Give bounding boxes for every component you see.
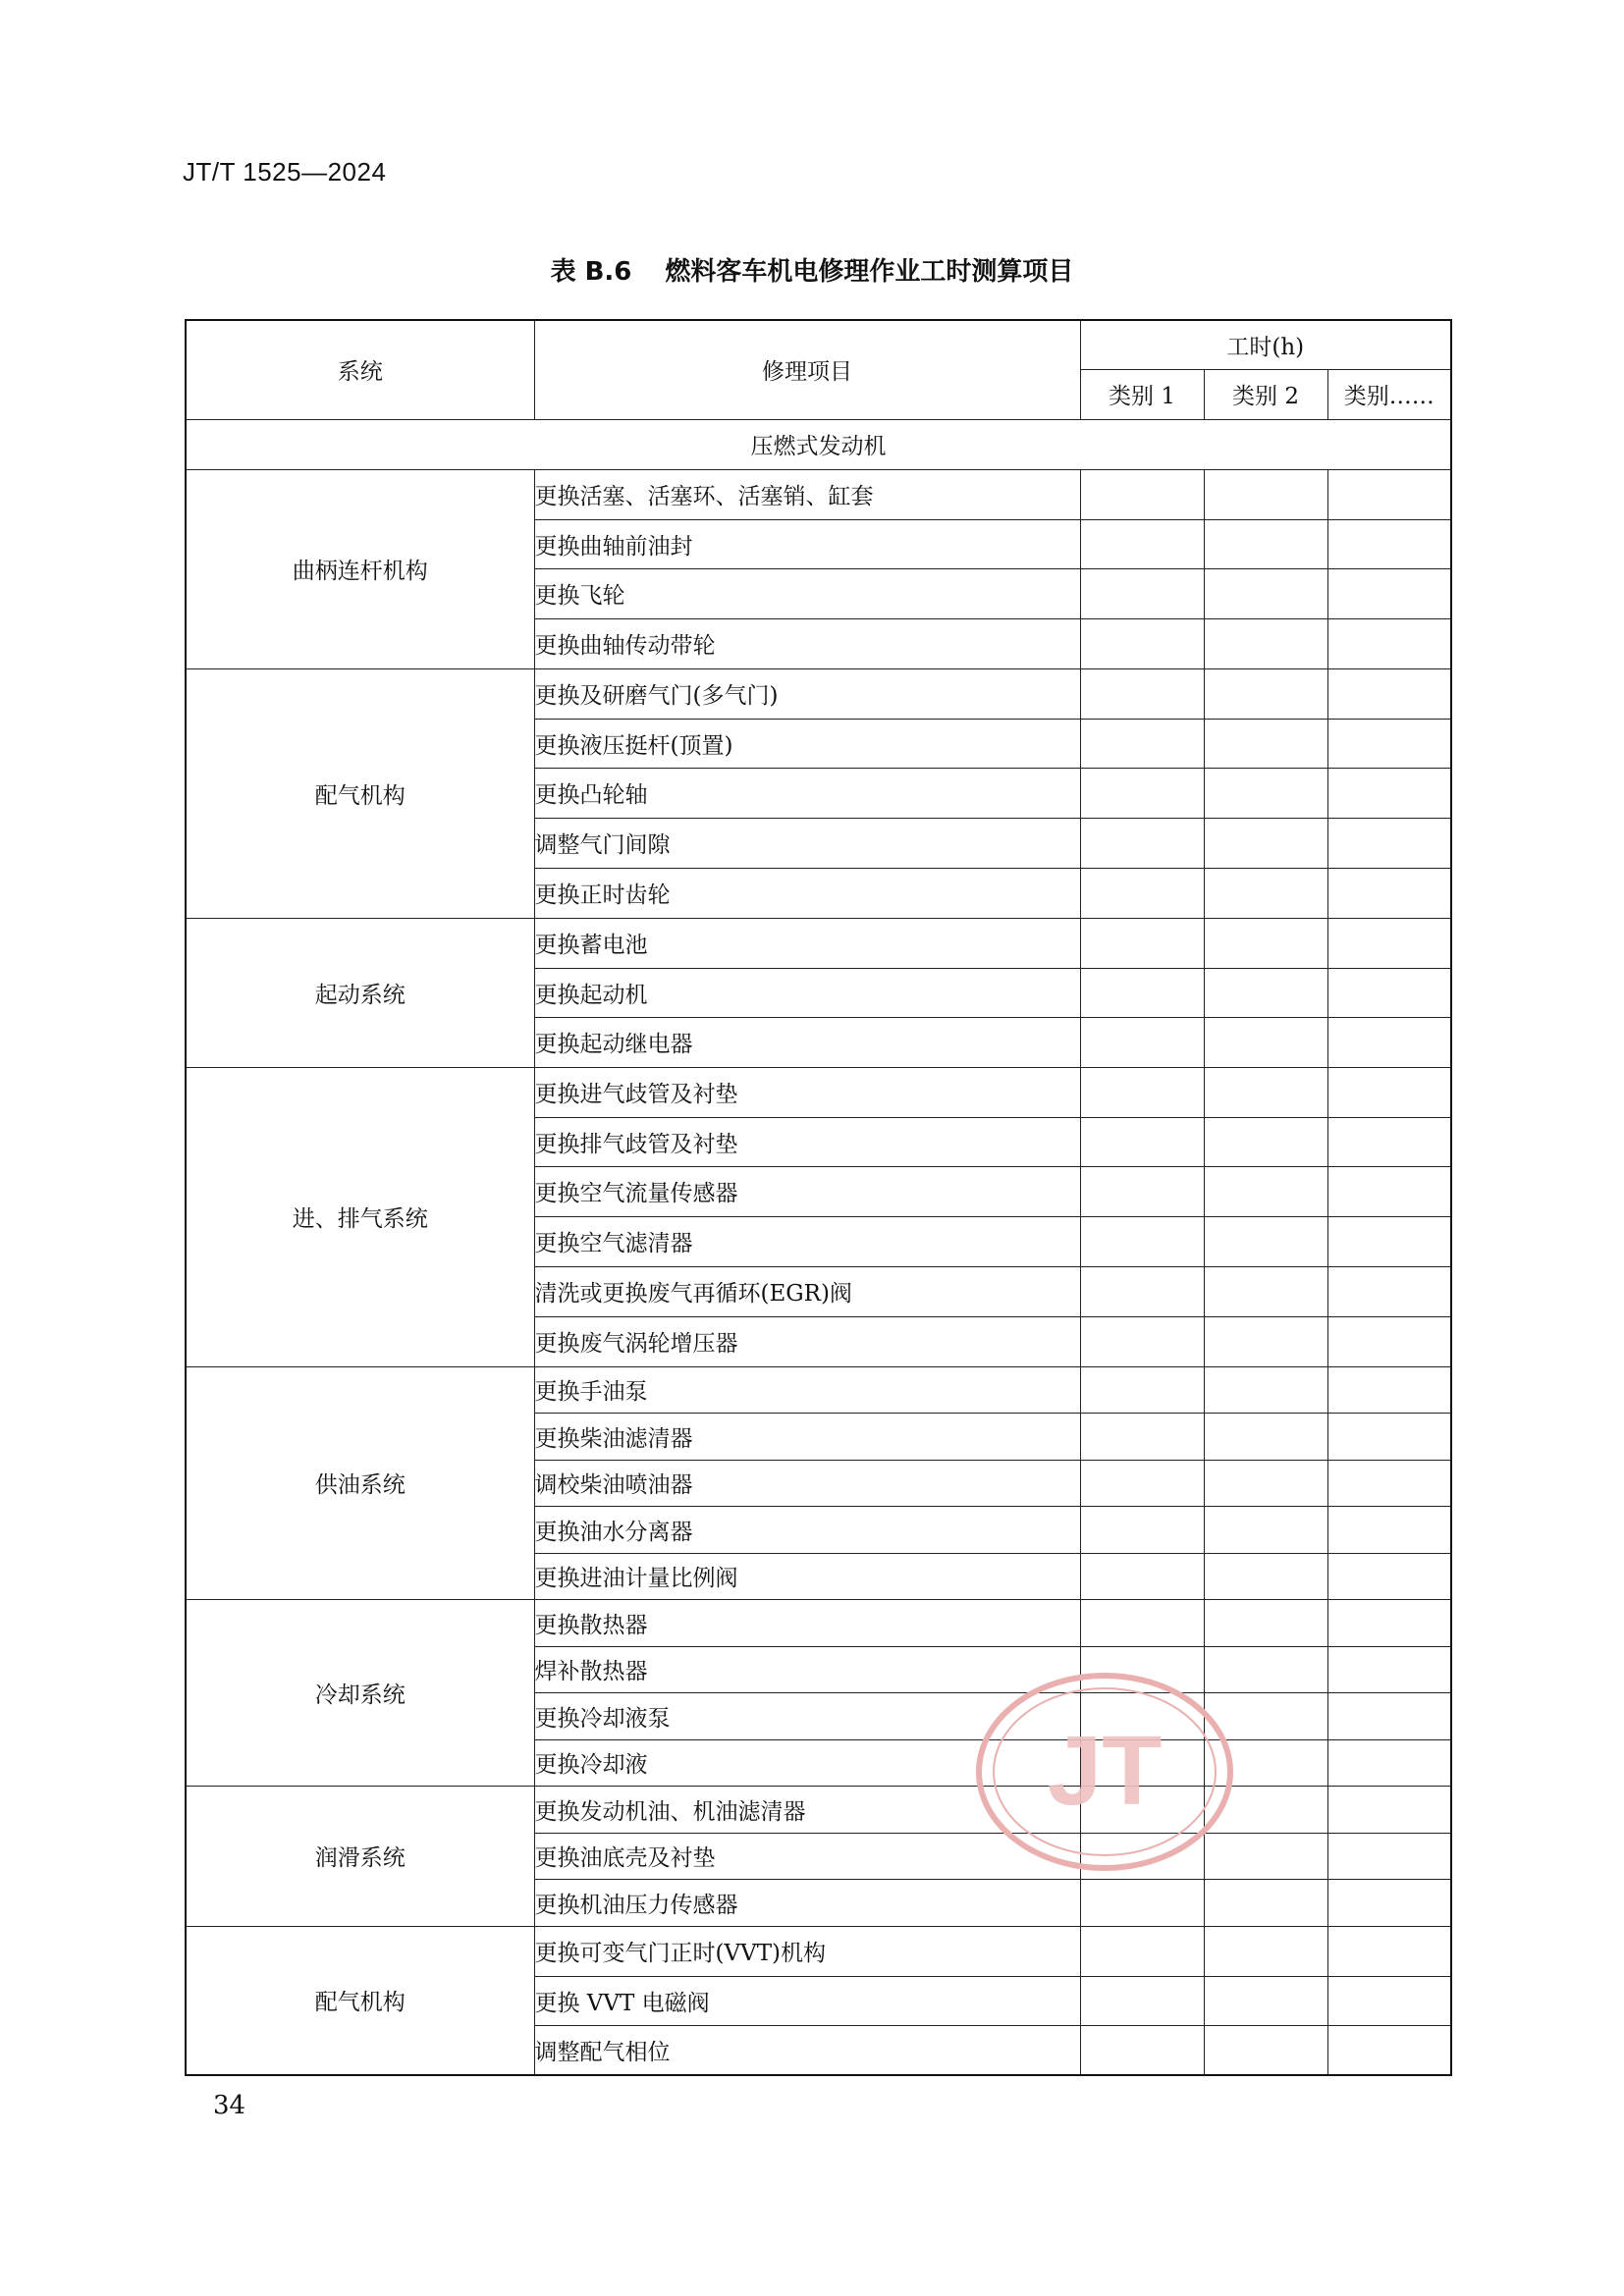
hours-category-3-cell	[1327, 1926, 1451, 1976]
hours-category-3-cell	[1327, 1646, 1451, 1692]
repair-item-cell: 更换正时齿轮	[534, 868, 1080, 918]
hours-category-2-cell	[1204, 1266, 1327, 1316]
hours-category-1-cell	[1080, 1646, 1204, 1692]
system-cell: 冷却系统	[186, 1599, 534, 1786]
hours-category-2-cell	[1204, 768, 1327, 818]
table-row	[186, 1067, 1451, 1117]
system-cell: 进、排气系统	[186, 1067, 534, 1366]
system-cell: 润滑系统	[186, 1786, 534, 1926]
hours-category-2-cell	[1204, 1366, 1327, 1413]
header-system: 系统	[186, 320, 534, 419]
document-code: JT/T 1525—2024	[183, 157, 387, 187]
hours-category-3-cell	[1327, 1017, 1451, 1067]
hours-category-2-cell	[1204, 1166, 1327, 1216]
hours-category-3-cell	[1327, 1976, 1451, 2025]
hours-category-3-cell	[1327, 1166, 1451, 1216]
table-row	[186, 1926, 1451, 1976]
hours-category-1-cell	[1080, 668, 1204, 719]
header-category-2: 类别 2	[1204, 369, 1327, 419]
repair-item-cell: 更换活塞、活塞环、活塞销、缸套	[534, 469, 1080, 519]
repair-item-cell: 更换发动机油、机油滤清器	[534, 1786, 1080, 1833]
hours-category-2-cell	[1204, 1739, 1327, 1786]
hours-category-2-cell	[1204, 1460, 1327, 1506]
system-cell: 供油系统	[186, 1366, 534, 1599]
hours-category-1-cell	[1080, 1506, 1204, 1553]
hours-category-1-cell	[1080, 1460, 1204, 1506]
hours-category-2-cell	[1204, 1216, 1327, 1266]
repair-item-cell: 更换飞轮	[534, 568, 1080, 618]
repair-item-cell: 更换曲轴前油封	[534, 519, 1080, 568]
hours-category-2-cell	[1204, 1413, 1327, 1460]
hours-category-1-cell	[1080, 1166, 1204, 1216]
table-row	[186, 918, 1451, 968]
hours-category-1-cell	[1080, 1067, 1204, 1117]
hours-category-2-cell	[1204, 1067, 1327, 1117]
hours-category-1-cell	[1080, 1926, 1204, 1976]
hours-category-1-cell	[1080, 1739, 1204, 1786]
hours-category-3-cell	[1327, 918, 1451, 968]
hours-category-2-cell	[1204, 1976, 1327, 2025]
system-cell: 起动系统	[186, 918, 534, 1067]
hours-category-3-cell	[1327, 1366, 1451, 1413]
hours-category-2-cell	[1204, 868, 1327, 918]
repair-item-cell: 更换曲轴传动带轮	[534, 618, 1080, 668]
hours-category-3-cell	[1327, 1216, 1451, 1266]
hours-category-3-cell	[1327, 2025, 1451, 2075]
hours-category-3-cell	[1327, 618, 1451, 668]
hours-category-1-cell	[1080, 469, 1204, 519]
repair-item-cell: 更换及研磨气门(多气门)	[534, 668, 1080, 719]
hours-category-2-cell	[1204, 618, 1327, 668]
hours-category-2-cell	[1204, 668, 1327, 719]
section-row-compression-ignition-engine: 压燃式发动机	[186, 419, 1451, 469]
hours-category-3-cell	[1327, 1316, 1451, 1366]
hours-category-1-cell	[1080, 768, 1204, 818]
hours-category-1-cell	[1080, 1117, 1204, 1166]
hours-category-3-cell	[1327, 1692, 1451, 1739]
hours-category-1-cell	[1080, 1366, 1204, 1413]
table-number: 表 B.6	[550, 257, 632, 287]
table-row	[186, 1366, 1451, 1413]
hours-category-1-cell	[1080, 918, 1204, 968]
table-title: 燃料客车机电修理作业工时测算项目	[665, 257, 1074, 287]
repair-item-cell: 更换冷却液	[534, 1739, 1080, 1786]
hours-category-2-cell	[1204, 1833, 1327, 1879]
hours-category-1-cell	[1080, 1553, 1204, 1599]
repair-item-cell: 更换柴油滤清器	[534, 1413, 1080, 1460]
hours-category-2-cell	[1204, 1553, 1327, 1599]
repair-item-cell: 更换手油泵	[534, 1366, 1080, 1413]
repair-item-cell: 调校柴油喷油器	[534, 1460, 1080, 1506]
hours-category-3-cell	[1327, 1833, 1451, 1879]
system-cell: 曲柄连杆机构	[186, 469, 534, 668]
system-cell: 配气机构	[186, 1926, 534, 2075]
hours-category-1-cell	[1080, 719, 1204, 768]
repair-item-cell: 更换起动机	[534, 968, 1080, 1017]
repair-item-cell: 更换蓄电池	[534, 918, 1080, 968]
repair-item-cell: 更换进油计量比例阀	[534, 1553, 1080, 1599]
repair-item-cell: 更换 VVT 电磁阀	[534, 1976, 1080, 2025]
table-row	[186, 668, 1451, 719]
hours-category-3-cell	[1327, 1067, 1451, 1117]
repair-item-cell: 清洗或更换废气再循环(EGR)阀	[534, 1266, 1080, 1316]
hours-category-3-cell	[1327, 1599, 1451, 1646]
hours-category-1-cell	[1080, 1017, 1204, 1067]
hours-category-3-cell	[1327, 868, 1451, 918]
repair-item-cell: 更换液压挺杆(顶置)	[534, 719, 1080, 768]
hours-category-3-cell	[1327, 469, 1451, 519]
hours-category-2-cell	[1204, 1879, 1327, 1926]
hours-category-2-cell	[1204, 968, 1327, 1017]
work-hours-table	[185, 319, 1452, 2076]
hours-category-2-cell	[1204, 918, 1327, 968]
hours-category-2-cell	[1204, 519, 1327, 568]
hours-category-3-cell	[1327, 1879, 1451, 1926]
hours-category-1-cell	[1080, 1786, 1204, 1833]
hours-category-3-cell	[1327, 768, 1451, 818]
hours-category-3-cell	[1327, 1413, 1451, 1460]
hours-category-1-cell	[1080, 868, 1204, 918]
hours-category-1-cell	[1080, 968, 1204, 1017]
hours-category-3-cell	[1327, 568, 1451, 618]
table-caption	[0, 251, 1624, 288]
repair-item-cell: 更换机油压力传感器	[534, 1879, 1080, 1926]
hours-category-2-cell	[1204, 1692, 1327, 1739]
hours-category-3-cell	[1327, 719, 1451, 768]
hours-category-2-cell	[1204, 818, 1327, 868]
hours-category-2-cell	[1204, 568, 1327, 618]
system-cell: 配气机构	[186, 668, 534, 918]
repair-item-cell: 更换可变气门正时(VVT)机构	[534, 1926, 1080, 1976]
repair-item-cell: 更换空气流量传感器	[534, 1166, 1080, 1216]
table-row	[186, 1599, 1451, 1646]
hours-category-2-cell	[1204, 1316, 1327, 1366]
repair-item-cell: 更换起动继电器	[534, 1017, 1080, 1067]
repair-item-cell: 更换冷却液泵	[534, 1692, 1080, 1739]
repair-item-cell: 调整配气相位	[534, 2025, 1080, 2075]
hours-category-1-cell	[1080, 818, 1204, 868]
hours-category-1-cell	[1080, 1266, 1204, 1316]
hours-category-3-cell	[1327, 1553, 1451, 1599]
repair-item-cell: 更换油底壳及衬垫	[534, 1833, 1080, 1879]
hours-category-1-cell	[1080, 1976, 1204, 2025]
svg-text:JT: JT	[1047, 1716, 1163, 1826]
hours-category-2-cell	[1204, 1646, 1327, 1692]
hours-category-2-cell	[1204, 1506, 1327, 1553]
hours-category-3-cell	[1327, 668, 1451, 719]
hours-category-1-cell	[1080, 618, 1204, 668]
hours-category-3-cell	[1327, 1739, 1451, 1786]
header-work-hours: 工时(h)	[1080, 320, 1451, 369]
repair-item-cell: 更换排气歧管及衬垫	[534, 1117, 1080, 1166]
hours-category-2-cell	[1204, 1926, 1327, 1976]
repair-item-cell: 更换散热器	[534, 1599, 1080, 1646]
page-number: 34	[213, 2091, 246, 2120]
repair-item-cell: 更换进气歧管及衬垫	[534, 1067, 1080, 1117]
hours-category-2-cell	[1204, 2025, 1327, 2075]
hours-category-3-cell	[1327, 968, 1451, 1017]
hours-category-1-cell	[1080, 1833, 1204, 1879]
table-row	[186, 1786, 1451, 1833]
hours-category-1-cell	[1080, 568, 1204, 618]
hours-category-1-cell	[1080, 519, 1204, 568]
hours-category-2-cell	[1204, 719, 1327, 768]
header-category-1: 类别 1	[1080, 369, 1204, 419]
hours-category-2-cell	[1204, 469, 1327, 519]
hours-category-3-cell	[1327, 1460, 1451, 1506]
hours-category-2-cell	[1204, 1786, 1327, 1833]
table-row	[186, 469, 1451, 519]
hours-category-2-cell	[1204, 1117, 1327, 1166]
hours-category-2-cell	[1204, 1017, 1327, 1067]
hours-category-3-cell	[1327, 1786, 1451, 1833]
repair-item-cell: 更换凸轮轴	[534, 768, 1080, 818]
repair-item-cell: 更换油水分离器	[534, 1506, 1080, 1553]
hours-category-1-cell	[1080, 1599, 1204, 1646]
repair-item-cell: 更换废气涡轮增压器	[534, 1316, 1080, 1366]
hours-category-3-cell	[1327, 818, 1451, 868]
hours-category-1-cell	[1080, 1316, 1204, 1366]
hours-category-2-cell	[1204, 1599, 1327, 1646]
hours-category-1-cell	[1080, 1413, 1204, 1460]
repair-item-cell: 更换空气滤清器	[534, 1216, 1080, 1266]
hours-category-3-cell	[1327, 1117, 1451, 1166]
repair-item-cell: 调整气门间隙	[534, 818, 1080, 868]
hours-category-3-cell	[1327, 519, 1451, 568]
hours-category-1-cell	[1080, 1216, 1204, 1266]
hours-category-3-cell	[1327, 1506, 1451, 1553]
hours-category-1-cell	[1080, 1692, 1204, 1739]
hours-category-1-cell	[1080, 2025, 1204, 2075]
header-repair-item: 修理项目	[534, 320, 1080, 419]
header-category-more: 类别……	[1327, 369, 1451, 419]
hours-category-1-cell	[1080, 1879, 1204, 1926]
hours-category-3-cell	[1327, 1266, 1451, 1316]
repair-item-cell: 焊补散热器	[534, 1646, 1080, 1692]
